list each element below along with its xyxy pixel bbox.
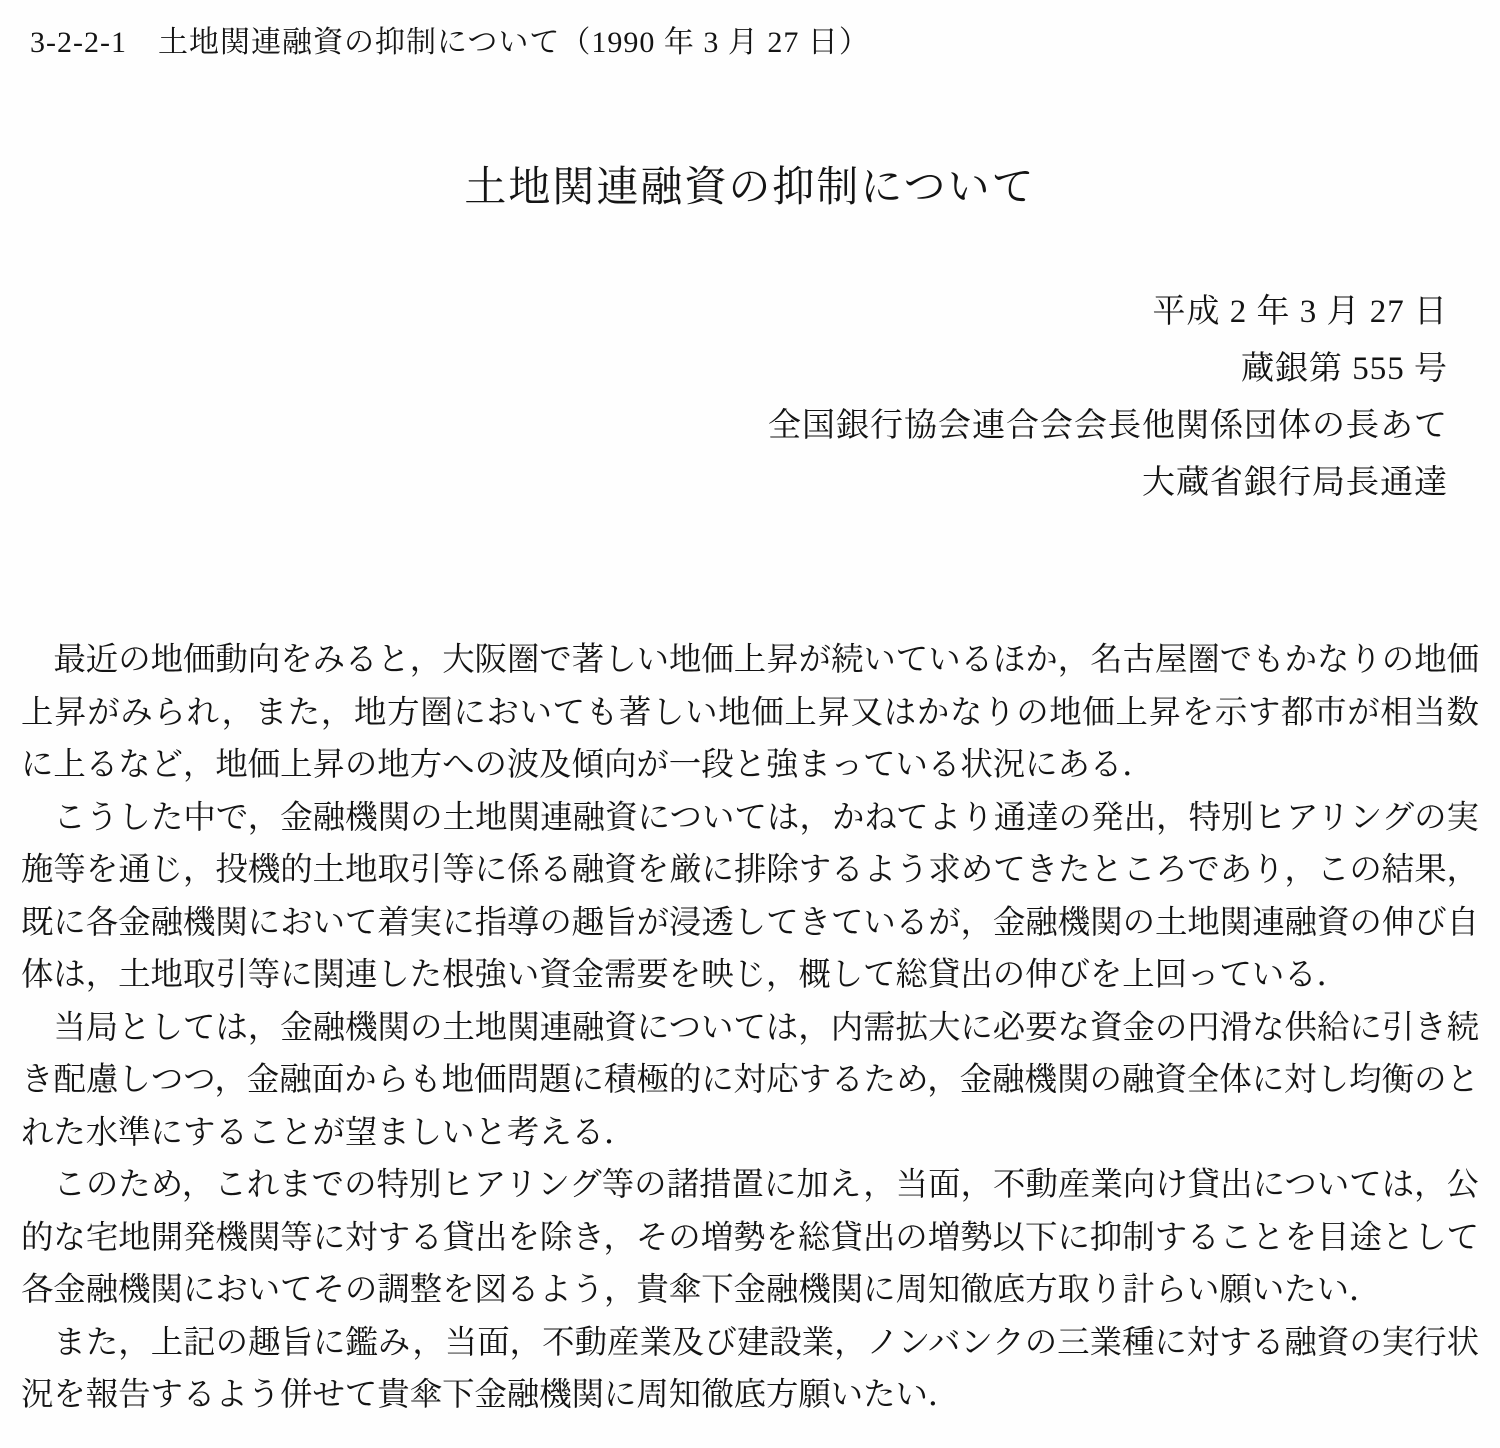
document-title: 土地関連融資の抑制について [464,165,1036,211]
date-line: 平成 2 年 3 月 27 日 [1152,294,1448,330]
body-paragraph: このため，これまでの特別ヒアリング等の諸措置に加え，当面，不動産業向け貸出については，公的な宅地開発機関等に対する貸出を除き，その増勢を総貸出の増勢以下に抑制することを目途として各金融機関においてその調整を図るよう，貴傘下金融機関に周知徹底方取り計らい願いたい． [21,1167,1479,1308]
document-info-block [0,284,1500,512]
addressee-line: 全国銀行協会連合会会長他関係団体の長あて [768,408,1448,444]
issuer-line: 大蔵省銀行局長通達 [1142,465,1448,501]
body-paragraph: 最近の地価動向をみると，大阪圏で著しい地価上昇が続いているほか，名古屋圏でもかなりの地価上昇がみられ，また，地方圏においても著しい地価上昇又はかなりの地価上昇を示す都市が相当数に上るなど，地価上昇の地方への波及傾向が一段と強まっている状況にある． [21,642,1479,783]
body-paragraph: また，上記の趣旨に鑑み，当面，不動産業及び建設業，ノンバンクの三業種に対する融資の実行状況を報告するよう併せて貴傘下金融機関に周知徹底方願いたい． [21,1324,1479,1413]
body-paragraph: 当局としては，金融機関の土地関連融資については，内需拡大に必要な資金の円滑な供給に引き続き配慮しつつ，金融面からも地価問題に積極的に対応するため，金融機関の融資全体に対し均衡のとれた水準にすることが望ましいと考える． [21,1009,1479,1151]
body-paragraph: こうした中で，金融機関の土地関連融資については，かねてより通達の発出，特別ヒアリングの実施等を通じ，投機的土地取引等に係る融資を厳に排除するよう求めてきたところであり，この結果，既に各金融機関において着実に指導の趣旨が浸透してきているが，金融機関の土地関連融資の伸び自体は，土地取引等に関連した根強い資金需要を映じ，概して総貸出の伸びを上回っている． [21,799,1479,993]
document-body [21,634,1479,1422]
section-header: 3-2-2-1 土地関連融資の抑制について（1990 年 3 月 27 日） [30,26,870,59]
document-number-line: 蔵銀第 555 号 [1241,351,1448,387]
